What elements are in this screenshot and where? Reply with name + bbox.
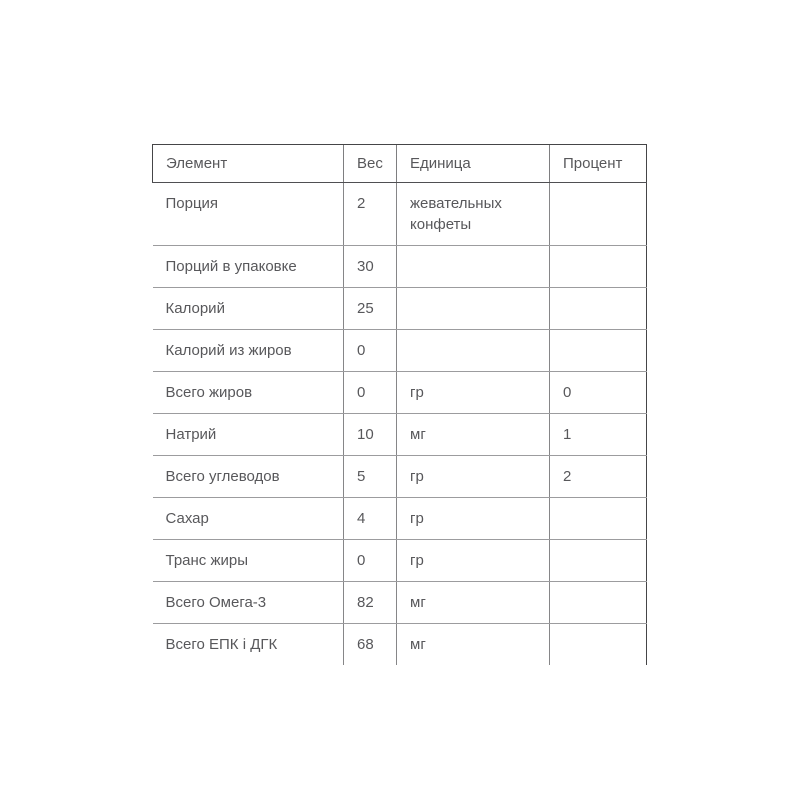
table-cell: Всего жиров [153, 372, 344, 414]
column-header: Единица [397, 145, 550, 183]
table-cell: 0 [344, 372, 397, 414]
table-cell: мг [397, 414, 550, 456]
table-cell: гр [397, 372, 550, 414]
table-cell: мг [397, 624, 550, 666]
table-cell: 4 [344, 498, 397, 540]
table-cell: Всего углеводов [153, 456, 344, 498]
nutrition-facts-table [152, 144, 647, 665]
table-row [153, 288, 647, 330]
table-row [153, 624, 647, 666]
table-cell: 0 [550, 372, 647, 414]
table-cell: 68 [344, 624, 397, 666]
table-cell: 25 [344, 288, 397, 330]
table-row [153, 414, 647, 456]
table-cell: Порция [153, 183, 344, 246]
table-cell: Всего ЕПК і ДГК [153, 624, 344, 666]
table-cell: 82 [344, 582, 397, 624]
header-row [153, 145, 647, 183]
table-cell: 0 [344, 540, 397, 582]
table-cell: 0 [344, 330, 397, 372]
table-cell: 2 [550, 456, 647, 498]
table-cell [550, 498, 647, 540]
table-body [153, 183, 647, 666]
table-cell [397, 246, 550, 288]
table-cell: 2 [344, 183, 397, 246]
table-cell: Калорий [153, 288, 344, 330]
table-row [153, 330, 647, 372]
table-cell [550, 582, 647, 624]
table-cell [397, 288, 550, 330]
column-header: Вес [344, 145, 397, 183]
column-header: Процент [550, 145, 647, 183]
column-header: Элемент [153, 145, 344, 183]
table-header [153, 145, 647, 183]
table-cell: Натрий [153, 414, 344, 456]
table-cell [550, 246, 647, 288]
table-cell: Порций в упаковке [153, 246, 344, 288]
table-cell [550, 183, 647, 246]
table-cell [550, 540, 647, 582]
table-cell [397, 330, 550, 372]
table-row [153, 246, 647, 288]
table-cell: гр [397, 498, 550, 540]
table-cell [550, 624, 647, 666]
table-cell: Сахар [153, 498, 344, 540]
table-row [153, 372, 647, 414]
table-cell: Всего Омега-3 [153, 582, 344, 624]
table-cell: 10 [344, 414, 397, 456]
table-row [153, 540, 647, 582]
table-cell: мг [397, 582, 550, 624]
table-row [153, 183, 647, 246]
table-cell: 1 [550, 414, 647, 456]
table-cell [550, 330, 647, 372]
table-row [153, 498, 647, 540]
table-row [153, 582, 647, 624]
table-cell: гр [397, 456, 550, 498]
table-cell: гр [397, 540, 550, 582]
table-cell: 30 [344, 246, 397, 288]
table-cell: 5 [344, 456, 397, 498]
table-cell [550, 288, 647, 330]
table-cell: Калорий из жиров [153, 330, 344, 372]
table-row [153, 456, 647, 498]
table-cell: Транс жиры [153, 540, 344, 582]
table-cell: жевательных конфеты [397, 183, 550, 246]
